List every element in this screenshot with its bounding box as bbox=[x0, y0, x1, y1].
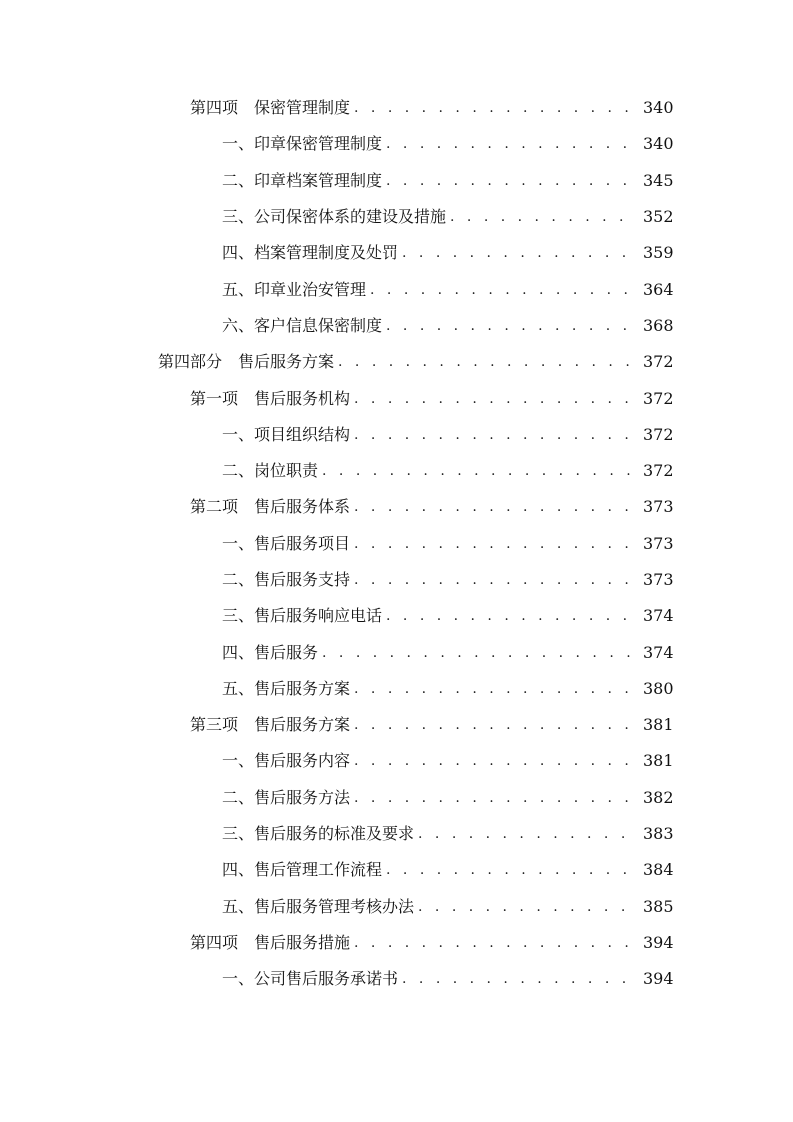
toc-entry-title: 二、售后服务支持 bbox=[222, 570, 351, 589]
toc-page-number: 374 bbox=[643, 642, 674, 662]
toc-entry[interactable] bbox=[0, 634, 793, 670]
toc-entry-title: 三、售后服务的标准及要求 bbox=[222, 824, 415, 844]
dot-leader bbox=[354, 98, 637, 118]
toc-page-number: 340 bbox=[643, 98, 674, 118]
table-of-contents bbox=[0, 90, 793, 997]
toc-page-number: 373 bbox=[643, 570, 674, 589]
toc-entry-title: 第四部分 售后服务方案 bbox=[158, 352, 335, 372]
toc-entry[interactable] bbox=[0, 489, 793, 525]
dot-leader bbox=[370, 280, 637, 300]
dot-leader bbox=[354, 425, 637, 445]
toc-entry-title: 四、档案管理制度及处罚 bbox=[222, 243, 399, 263]
toc-entry[interactable] bbox=[0, 308, 793, 344]
toc-entry[interactable] bbox=[0, 380, 793, 416]
toc-entry[interactable] bbox=[0, 780, 793, 816]
toc-page-number: 373 bbox=[643, 533, 674, 553]
toc-entry[interactable] bbox=[0, 671, 793, 707]
toc-entry-title: 五、售后服务管理考核办法 bbox=[222, 896, 415, 916]
toc-page-number: 373 bbox=[643, 497, 674, 517]
dot-leader bbox=[354, 715, 637, 735]
toc-page-number: 374 bbox=[643, 606, 674, 626]
dot-leader bbox=[354, 788, 637, 808]
toc-entry[interactable] bbox=[0, 163, 793, 199]
toc-entry-title: 五、售后服务方案 bbox=[222, 678, 351, 698]
toc-entry-title: 二、印章档案管理制度 bbox=[222, 170, 383, 190]
toc-entry-title: 一、售后服务内容 bbox=[222, 751, 351, 771]
toc-entry-title: 一、售后服务项目 bbox=[222, 533, 351, 553]
toc-entry[interactable] bbox=[0, 526, 793, 562]
toc-entry-title: 第二项 售后服务体系 bbox=[190, 497, 351, 517]
toc-entry-title: 二、售后服务方法 bbox=[222, 787, 351, 807]
dot-leader bbox=[386, 606, 637, 626]
toc-page-number: 381 bbox=[643, 715, 674, 735]
toc-page-number: 345 bbox=[643, 170, 674, 190]
toc-entry[interactable] bbox=[0, 925, 793, 961]
dot-leader bbox=[354, 389, 637, 409]
toc-page-number: 372 bbox=[643, 424, 674, 444]
toc-page-number: 372 bbox=[643, 352, 674, 372]
toc-page-number: 368 bbox=[643, 315, 674, 335]
toc-entry[interactable] bbox=[0, 126, 793, 162]
toc-entry[interactable] bbox=[0, 707, 793, 743]
dot-leader bbox=[322, 643, 637, 663]
toc-entry-title: 第一项 售后服务机构 bbox=[190, 388, 351, 408]
dot-leader bbox=[402, 969, 637, 989]
toc-page-number: 384 bbox=[643, 860, 674, 880]
dot-leader bbox=[402, 243, 637, 263]
toc-page-number: 352 bbox=[643, 207, 674, 227]
toc-entry[interactable] bbox=[0, 816, 793, 852]
toc-page-number: 394 bbox=[643, 969, 674, 989]
dot-leader bbox=[386, 316, 637, 336]
toc-entry[interactable] bbox=[0, 743, 793, 779]
toc-page-number: 359 bbox=[643, 243, 674, 263]
toc-entry[interactable] bbox=[0, 598, 793, 634]
toc-page-number: 381 bbox=[643, 751, 674, 771]
dot-leader bbox=[354, 679, 637, 699]
toc-page-number: 380 bbox=[643, 678, 674, 698]
toc-entry-title: 第四项 售后服务措施 bbox=[190, 932, 351, 952]
toc-entry-title: 一、印章保密管理制度 bbox=[222, 134, 383, 154]
toc-entry[interactable] bbox=[0, 961, 793, 997]
dot-leader bbox=[386, 860, 637, 880]
toc-entry-title: 一、项目组织结构 bbox=[222, 424, 351, 444]
toc-entry-title: 四、售后服务 bbox=[222, 642, 319, 662]
dot-leader bbox=[322, 461, 637, 481]
toc-page-number: 394 bbox=[643, 932, 674, 952]
toc-entry[interactable] bbox=[0, 417, 793, 453]
toc-page-number: 372 bbox=[643, 461, 674, 481]
toc-entry-title: 五、印章业治安管理 bbox=[222, 279, 367, 299]
toc-entry-title: 二、岗位职责 bbox=[222, 461, 319, 481]
toc-entry[interactable] bbox=[0, 889, 793, 925]
toc-page-number: 383 bbox=[643, 824, 674, 844]
toc-entry-title: 四、售后管理工作流程 bbox=[222, 860, 383, 880]
dot-leader bbox=[354, 933, 637, 953]
dot-leader bbox=[354, 751, 637, 771]
toc-entry-title: 第四项 保密管理制度 bbox=[190, 98, 351, 118]
dot-leader bbox=[418, 897, 637, 917]
dot-leader bbox=[386, 171, 637, 191]
dot-leader bbox=[354, 570, 637, 590]
dot-leader bbox=[338, 352, 637, 372]
dot-leader bbox=[386, 134, 637, 154]
toc-entry-title: 第三项 售后服务方案 bbox=[190, 715, 351, 735]
dot-leader bbox=[354, 497, 637, 517]
toc-entry[interactable] bbox=[0, 453, 793, 489]
toc-entry-title: 三、公司保密体系的建设及措施 bbox=[222, 207, 447, 227]
toc-entry-title: 一、公司售后服务承诺书 bbox=[222, 969, 399, 989]
toc-page-number: 372 bbox=[643, 388, 674, 408]
toc-page-number: 340 bbox=[643, 134, 674, 154]
toc-entry[interactable] bbox=[0, 199, 793, 235]
toc-entry[interactable] bbox=[0, 344, 793, 380]
toc-entry-title: 六、客户信息保密制度 bbox=[222, 315, 383, 335]
dot-leader bbox=[418, 824, 637, 844]
toc-entry[interactable] bbox=[0, 271, 793, 307]
toc-entry[interactable] bbox=[0, 235, 793, 271]
toc-entry-title: 三、售后服务响应电话 bbox=[222, 606, 383, 626]
toc-page-number: 364 bbox=[643, 279, 674, 299]
dot-leader bbox=[450, 207, 637, 227]
toc-entry[interactable] bbox=[0, 852, 793, 888]
toc-entry[interactable] bbox=[0, 90, 793, 126]
toc-page-number: 385 bbox=[643, 896, 674, 916]
toc-entry[interactable] bbox=[0, 562, 793, 598]
dot-leader bbox=[354, 534, 637, 554]
toc-page-number: 382 bbox=[643, 787, 674, 807]
